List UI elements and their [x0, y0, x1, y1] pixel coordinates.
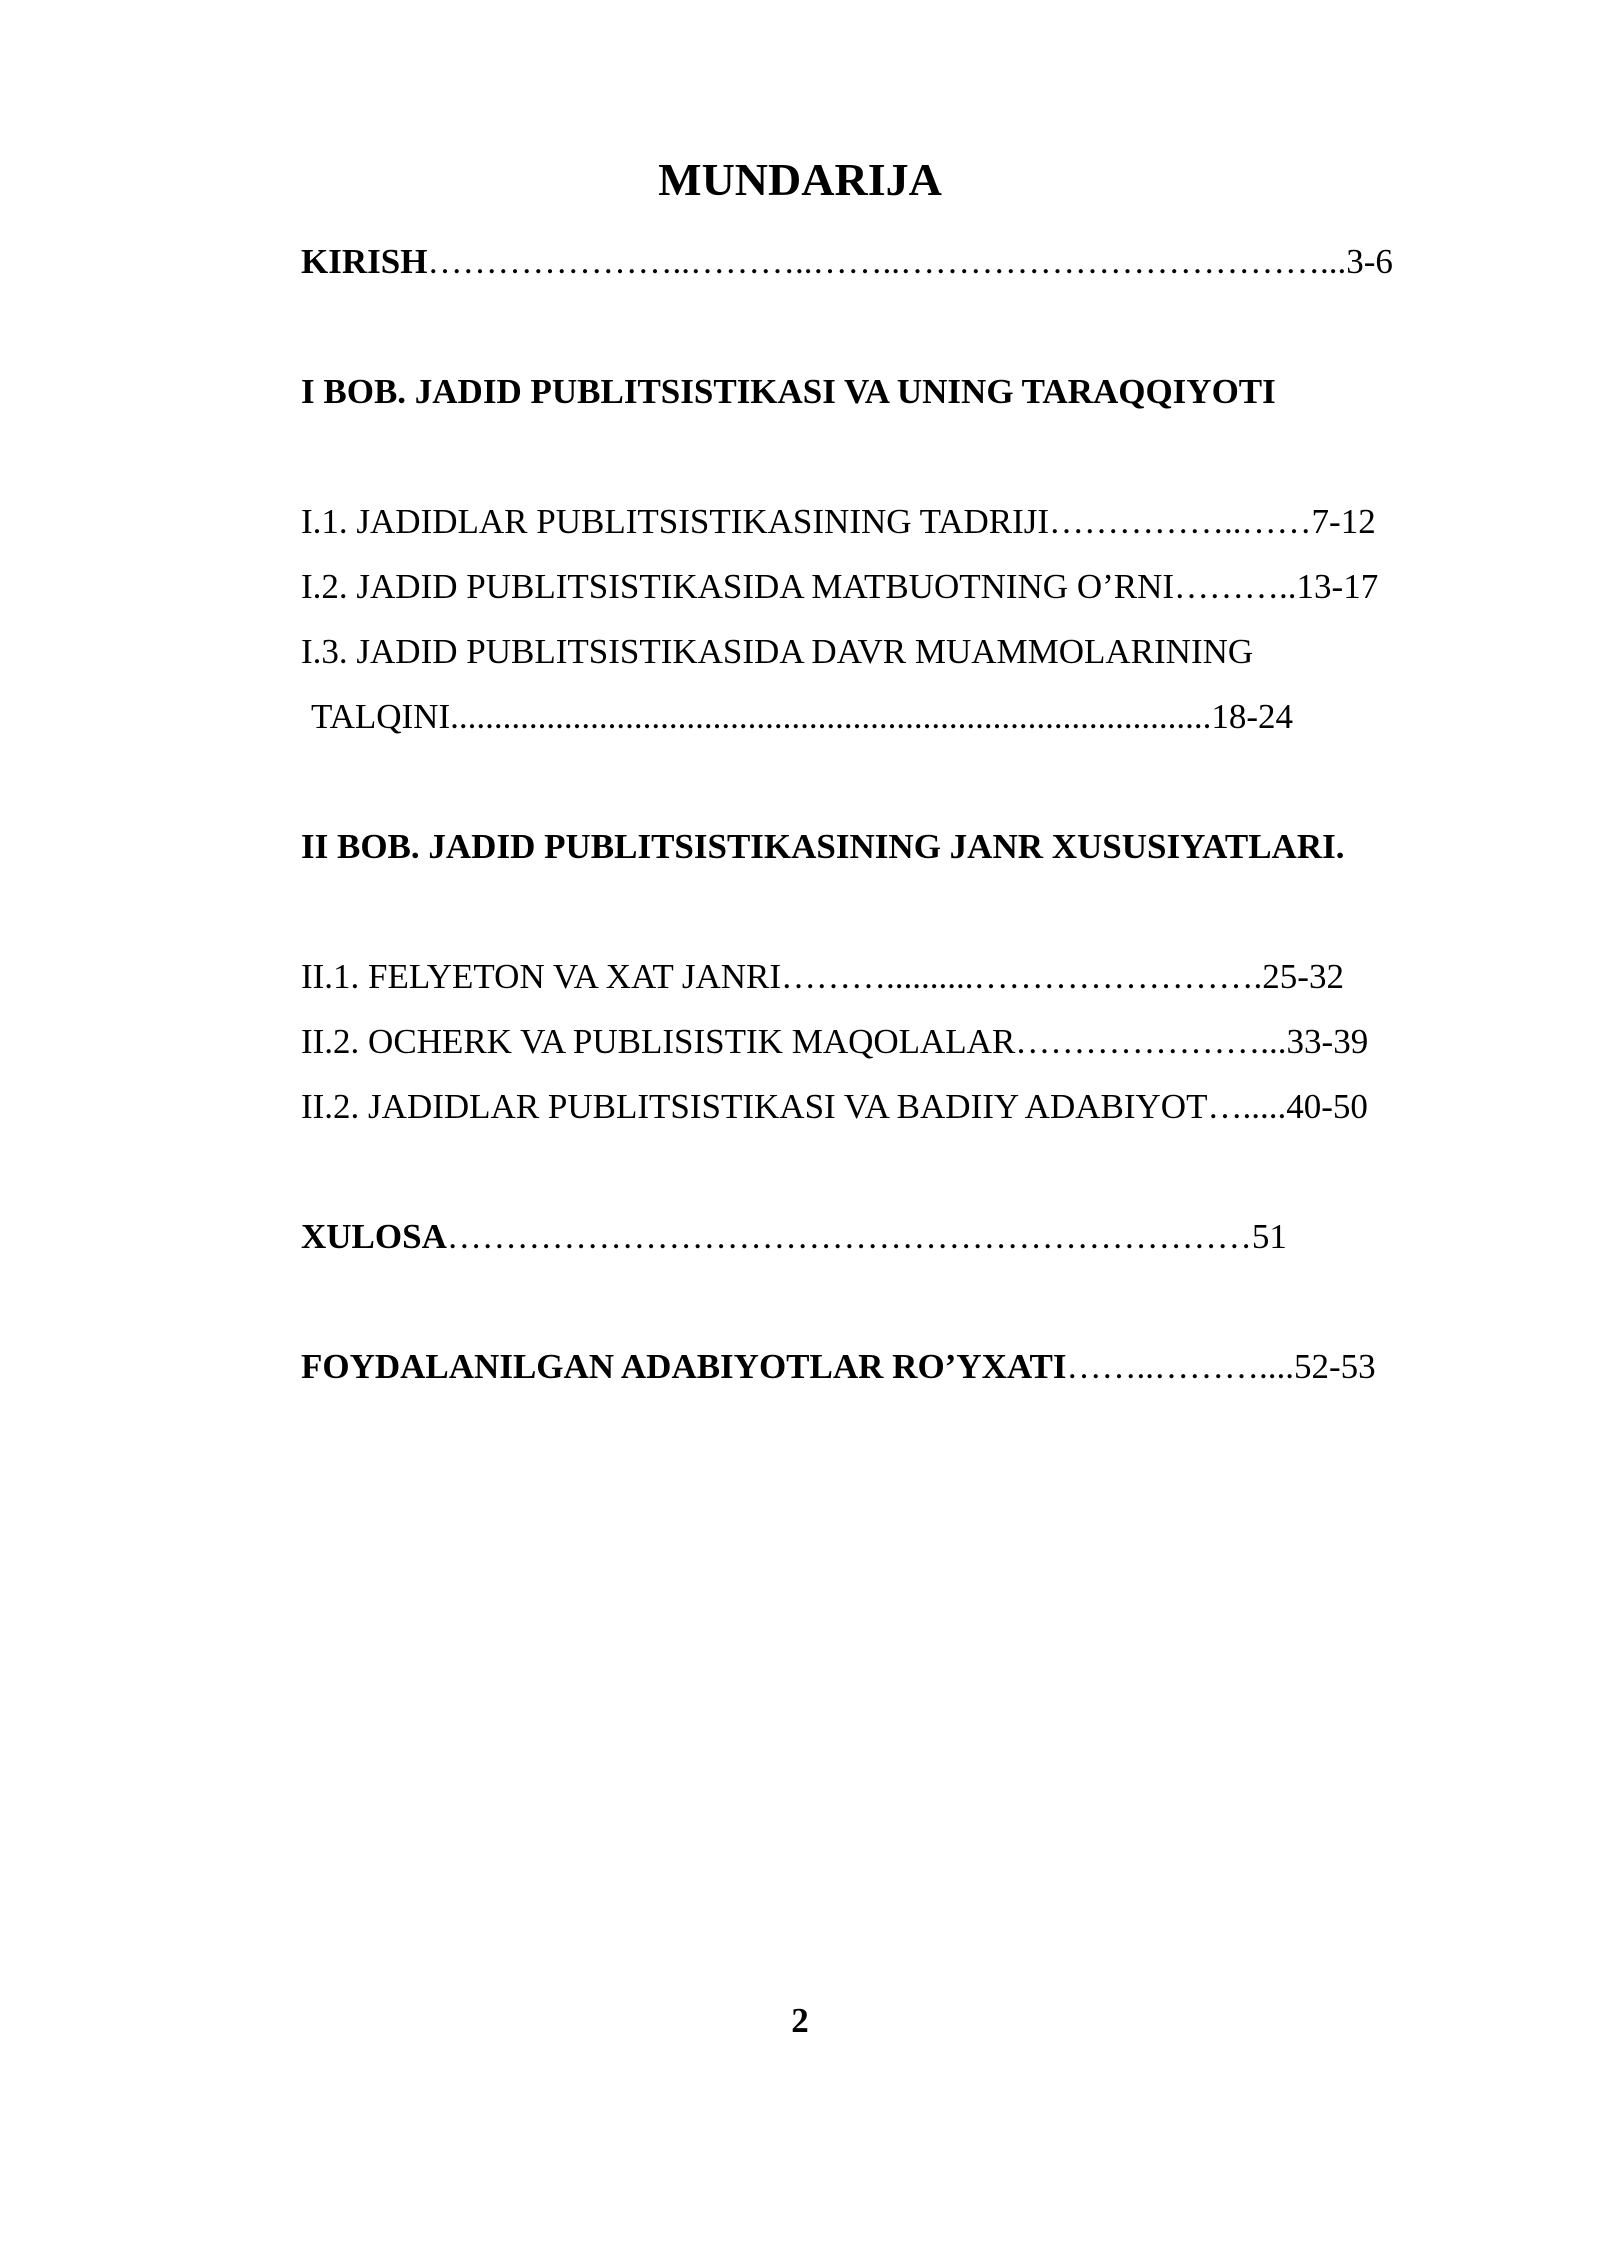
toc-entry-pages: 51 [1251, 1217, 1287, 1256]
toc-entry-pages: 3-6 [1346, 242, 1393, 281]
page-number: 2 [791, 2001, 809, 2040]
toc-entry-1-3-line2: TALQINI.......................................................................................18-24 [311, 697, 1293, 736]
toc-entry-2-3: II.2. JADIDLAR PUBLITSISTIKASI VA BADIIY ADABIYOT….....40-50 [301, 1087, 1368, 1126]
toc-entry-leader: ……..……….... [1066, 1347, 1295, 1386]
toc-entry-label: KIRISH [301, 242, 428, 281]
toc-entry-1-3-line1: I.3. JADID PUBLITSISTIKASIDA DAVR MUAMMOLARINING [301, 632, 1254, 671]
toc-entry-2-1: II.1. FELYETON VA XAT JANRI………..........…………………….25-32 [301, 957, 1344, 996]
toc-entry-pages: 52-53 [1294, 1347, 1376, 1386]
toc-entry-2-2: II.2. OCHERK VA PUBLISISTIK MAQOLALAR…………………...33-39 [301, 1022, 1369, 1061]
toc-entry-kirish [301, 240, 1393, 284]
toc-entry-leader: …………………………………………………………… [446, 1217, 1252, 1256]
toc-chapter-2-title: II BOB. JADID PUBLITSISTIKASINING JANR XUSUSIYATLARI. [301, 827, 1345, 866]
page-title: MUNDARIJA [658, 154, 942, 205]
toc-entry-label: XULOSA [301, 1217, 447, 1256]
toc-entry-leader: …………………..………..……..………………………………... [427, 242, 1347, 281]
toc-entry-label: FOYDALANILGAN ADABIYOTLAR RO’YXATI [301, 1347, 1067, 1386]
toc-entry-1-2: I.2. JADID PUBLITSISTIKASIDA MATBUOTNING O’RNI………..13-17 [301, 567, 1379, 606]
toc-entry-references [301, 1345, 1376, 1389]
toc-entry-1-1: I.1. JADIDLAR PUBLITSISTIKASINING TADRIJI……………..……7-12 [301, 502, 1376, 541]
toc-chapter-1-title: I BOB. JADID PUBLITSISTIKASI VA UNING TARAQQIYOTI [301, 372, 1276, 411]
toc-entry-xulosa [301, 1215, 1287, 1259]
